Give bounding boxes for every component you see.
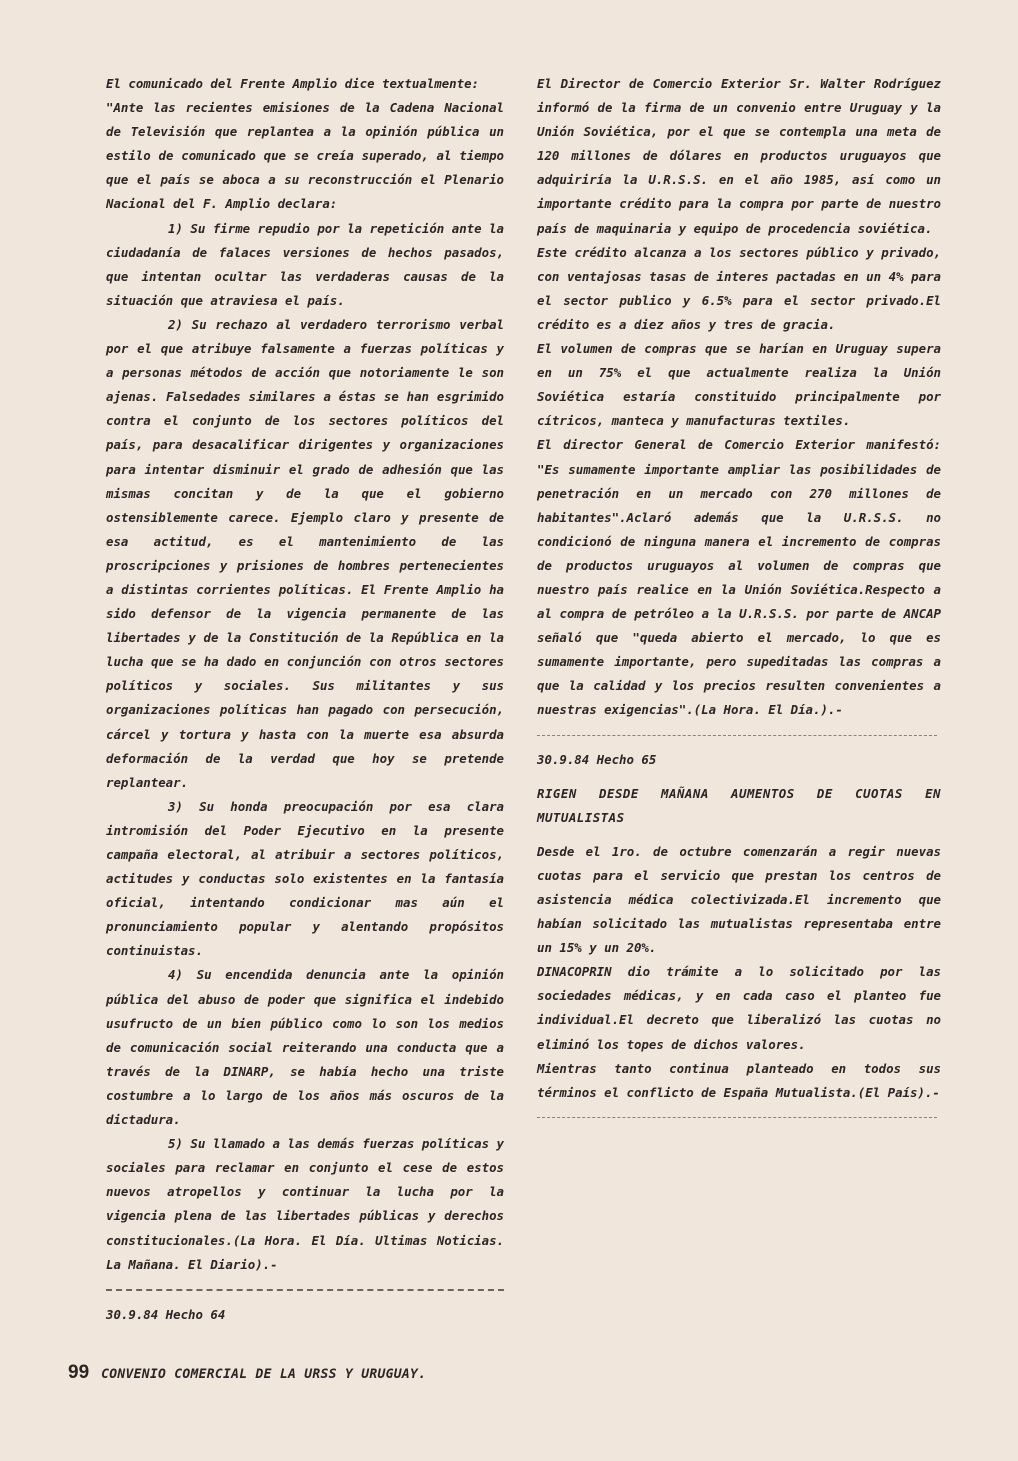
statement-point-5: 5) Su llamado a las demás fuerzas políticas y sociales para reclamar en conjunto el cese de estos nuevos atropellos y continuar la lucha por la vigencia plena de las libertades públicas y derechos constitucionales.(La Hora. El Día. Ultimas Noticias. La Mañana. El Diario).- (106, 1136, 504, 1272)
right-column (537, 72, 941, 1130)
footer-title: CONVENIO COMERCIAL DE LA URSS Y URUGUAY. (101, 1367, 427, 1382)
article-paragraph: El Director de Comercio Exterior Sr. Walter Rodríguez informó de la firma de un convenio entre Uruguay y la Unión Soviética, por el que se contempla una meta de 120 millones de dólares en productos uruguayos que adquiriría la U.R.S.S. en el año 1985, así como un importante crédito para la compra por parte de nuestro país de maquinaria y equipo de procedencia soviética. (537, 76, 941, 236)
statement-preamble: "Ante las recientes emisiones de la Cadena Nacional de Televisión que replantea a la opinión pública un estilo de comunicado que se creía superado, al tiempo que el país se aboca a su reconstrucción el Plenario Nacional del F. Amplio declara: (106, 100, 504, 212)
article-paragraph: El director General de Comercio Exterior manifestó: "Es sumamente importante ampliar las posibilidades de penetración en un mercado con 270 millones de habitantes".Aclaró además que la U.R.S.S. no condicionó de ninguna manera el incremento de compras de productos uruguayos al volumen de compras que nuestro país realice en la Unión Soviética.Respecto a al compra de petróleo a la U.R.S.S. por parte de ANCAP señaló que "queda abierto el mercado, lo que es sumamente importante, pero supeditadas las compras a que la calidad y los precios resulten convenientes a nuestras exigencias".(La Hora. El Día.).- (537, 437, 941, 718)
date-entry: 30.9.84 Hecho 65 (537, 751, 657, 767)
page-number: 99 (68, 1362, 90, 1383)
page-footer (68, 1362, 426, 1384)
article-heading: RIGEN DESDE MAÑANA AUMENTOS DE CUOTAS EN MUTUALISTAS (537, 785, 941, 825)
statement-point-3: 3) Su honda preocupación por esa clara intromisión del Poder Ejecutivo en la presente campaña electoral, al atribuir a sectores políticos, actitudes y conductas solo existentes en la fantasía oficial, intentando condicionar mas aún el pronunciamiento popular y alentando propósitos continuistas. (106, 798, 504, 959)
spacer (537, 830, 941, 840)
section-divider (537, 1117, 937, 1118)
statement-point-4: 4) Su encendida denuncia ante la opinión pública del abuso de poder que significa el indebido usufructo de un bien público como lo son los medios de comunicación social reiterando una conducta que a través de la DINARP, se había hecho una triste costumbre a lo largo de los años más oscuros de la dictadura. (106, 967, 504, 1128)
statement-point-2: 2) Su rechazo al verdadero terrorismo verbal por el que atribuye falsamente a fuerzas políticas y a personas métodos de acción que notoriamente le son ajenas. Falsedades similares a éstas se han esgrimido contra el conjunto de los sectores políticos del país, para desacalificar dirigentes y organizaciones para intentar disminuir el grado de adhesión que las mismas concitan y de la que el gobierno ostensiblemente carece. Ejemplo claro y presente de esa actitud, es el mantenimiento de las proscripciones y prisiones de hombres pertenecientes a distintas corrientes políticas. El Frente Amplio ha sido defensor de la vigencia permanente de las libertades y de la Constitución de la República en la lucha que se ha dado en conjunción con otros sectores políticos y sociales. Sus militantes y sus organizaciones políticas han pagado con persecución, cárcel y tortura y hasta con la muerte esa absurda deformación de la verdad que hoy se pretende replantear. (106, 316, 504, 790)
spacer (537, 772, 941, 782)
date-entry: 30.9.84 Hecho 64 (106, 1306, 226, 1322)
statement-point-1: 1) Su firme repudio por la repetición ante la ciudadanía de falaces versiones de hechos pasados, que intentan ocultar las verdaderas causas de la situación que atraviesa el país. (106, 220, 504, 308)
intro-line: El comunicado del Frente Amplio dice textualmente: (106, 76, 479, 91)
article-paragraph: El volumen de compras que se harían en Uruguay supera en un 75% el que actualmente realiza la Unión Soviética estaría constituido principalmente por cítricos, manteca y manufacturas textiles. (537, 341, 941, 429)
article-paragraph: Este crédito alcanza a los sectores público y privado, con ventajosas tasas de interes pactadas en un 4% para el sector publico y 6.5% para el sector privado.El crédito es a diez años y tres de gracia. (537, 244, 941, 332)
left-column (106, 72, 504, 1327)
article-paragraph: Desde el 1ro. de octubre comenzarán a regir nuevas cuotas para el servicio que prestan los centros de asistencia médica colectivizada.El incremento que habían solicitado las mutualistas representaba entre un 15% y un 20%. (537, 843, 941, 956)
section-divider (106, 1289, 504, 1291)
article-paragraph: Mientras tanto continua planteado en todos sus términos el conflicto de España Mutualista.(El País).- (537, 1060, 941, 1100)
article-paragraph: DINACOPRIN dio trámite a lo solicitado por las sociedades médicas, y en cada caso el planteo fue individual.El decreto que liberalizó las cuotas no eliminó los topes de dichos valores. (537, 964, 941, 1052)
section-divider (537, 735, 937, 736)
